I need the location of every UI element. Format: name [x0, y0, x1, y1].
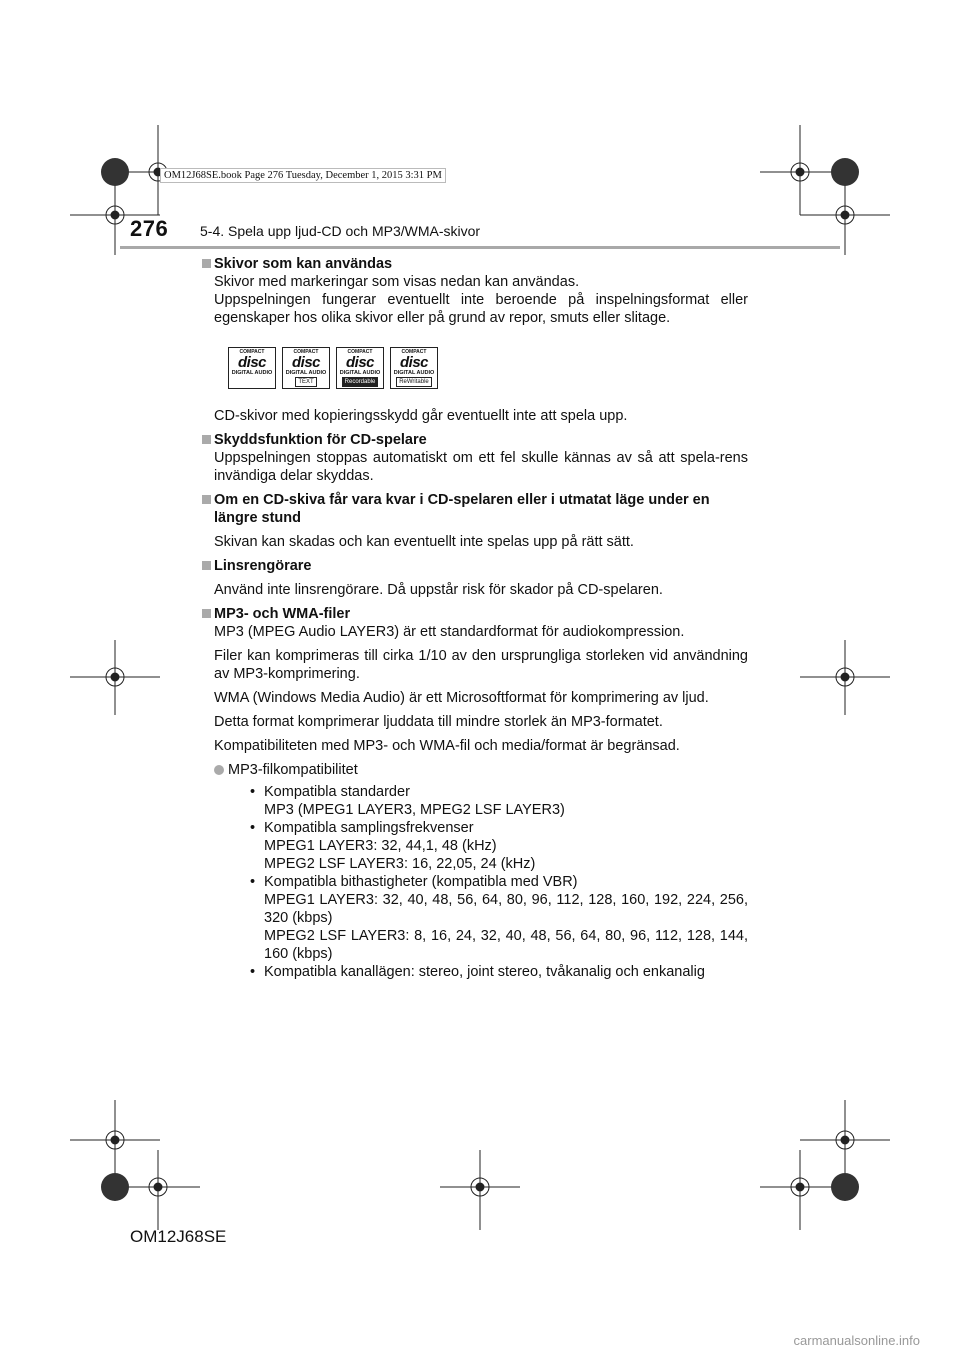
section-title: 5-4. Spela upp ljud-CD och MP3/WMA-skivor [200, 223, 481, 239]
section-mp3-wma [200, 605, 748, 981]
paragraph: Skivan kan skadas och kan eventuellt inte spelas upp på rätt sätt. [214, 534, 634, 550]
page-number: 276 [130, 216, 169, 241]
section-protection [200, 431, 748, 485]
square-bullet-icon [202, 259, 211, 268]
mp3-compatibility [214, 761, 748, 981]
paragraph: Uppspelningen stoppas automatiskt om ett fel skulle kännas av så att spela-rens invändiga delar skyddas. [214, 450, 748, 484]
subheading: MP3-filkompatibilitet [228, 762, 358, 778]
paragraph: Filer kan komprimeras till cirka 1/10 av den ursprungliga storleken vid användning av MP3-komprimering. [214, 648, 748, 682]
watermark: carmanualsonline.info [793, 1333, 920, 1348]
header-rule [120, 246, 840, 249]
compact-disc-logo: COMPACT disc DIGITAL AUDIO [228, 347, 276, 389]
compact-disc-rewritable-logo: COMPACT disc DIGITAL AUDIO ReWritable [390, 347, 438, 389]
compact-disc-recordable-logo: COMPACT disc DIGITAL AUDIO Recordable [336, 347, 384, 389]
footer-manual-code: OM12J68SE [130, 1227, 227, 1246]
paragraph: WMA (Windows Media Audio) är ett Microsoftformat för komprimering av ljud. [214, 690, 709, 706]
section-heading: Skivor som kan användas [214, 256, 393, 272]
square-bullet-icon [202, 609, 211, 618]
paragraph: CD-skivor med kopieringsskydd går eventuellt inte att spela upp. [214, 408, 628, 424]
section-disc-left-in-player [200, 491, 748, 551]
paragraph: Uppspelningen fungerar eventuellt inte beroende på inspelningsformat eller egenskaper hos olika skivor eller på grund av repor, smuts eller slitage. [214, 292, 748, 326]
square-bullet-icon [202, 561, 211, 570]
list-item: • Kompatibla kanallägen: stereo, joint stereo, tvåkanalig och enkanalig [250, 963, 748, 981]
list-item: • Kompatibla standarder MP3 (MPEG1 LAYER3, MPEG2 LSF LAYER3) [250, 783, 748, 819]
paragraph: Skivor med markeringar som visas nedan kan användas. [214, 274, 580, 290]
section-discs [200, 255, 748, 425]
list-item: • Kompatibla samplingsfrekvenser MPEG1 LAYER3: 32, 44,1, 48 (kHz) MPEG2 LSF LAYER3: 16, 22,05, 24 (kHz) [250, 819, 748, 873]
section-heading: Skyddsfunktion för CD-spelare [214, 432, 427, 448]
section-heading: Om en CD-skiva får vara kvar i CD-spelaren eller i utmatat läge under en längre stund [214, 492, 710, 526]
paragraph: Detta format komprimerar ljuddata till mindre storlek än MP3-formatet. [214, 714, 663, 730]
book-header-stamp: OM12J68SE.book Page 276 Tuesday, December 1, 2015 3:31 PM [160, 168, 446, 183]
section-heading: Linsrengörare [214, 558, 312, 574]
spec-list [250, 783, 748, 981]
paragraph: MP3 (MPEG Audio LAYER3) är ett standardformat för audiokompression. [214, 624, 685, 640]
disc-logo-row [228, 347, 748, 389]
section-lens-cleaner [200, 557, 748, 599]
paragraph: Använd inte linsrengörare. Då uppstår risk för skador på CD-spelaren. [214, 582, 663, 598]
list-item: • Kompatibla bithastigheter (kompatibla med VBR) MPEG1 LAYER3: 32, 40, 48, 56, 64, 80, 96, 112, 128, 160, 192, 224, 256, 320 (kbps) MPEG2 LSF LAYER3: 8, 16, 24, 32, 40, 48, 56, 64, 80, 96, 112, 128, 144, 160 (kbps) [250, 873, 748, 963]
square-bullet-icon [202, 495, 211, 504]
main-content [200, 255, 748, 981]
circle-bullet-icon [214, 765, 224, 775]
section-heading: MP3- och WMA-filer [214, 606, 351, 622]
compact-disc-text-logo: COMPACT disc DIGITAL AUDIO TEXT [282, 347, 330, 389]
paragraph: Kompatibiliteten med MP3- och WMA-fil och media/format är begränsad. [214, 738, 680, 754]
square-bullet-icon [202, 435, 211, 444]
